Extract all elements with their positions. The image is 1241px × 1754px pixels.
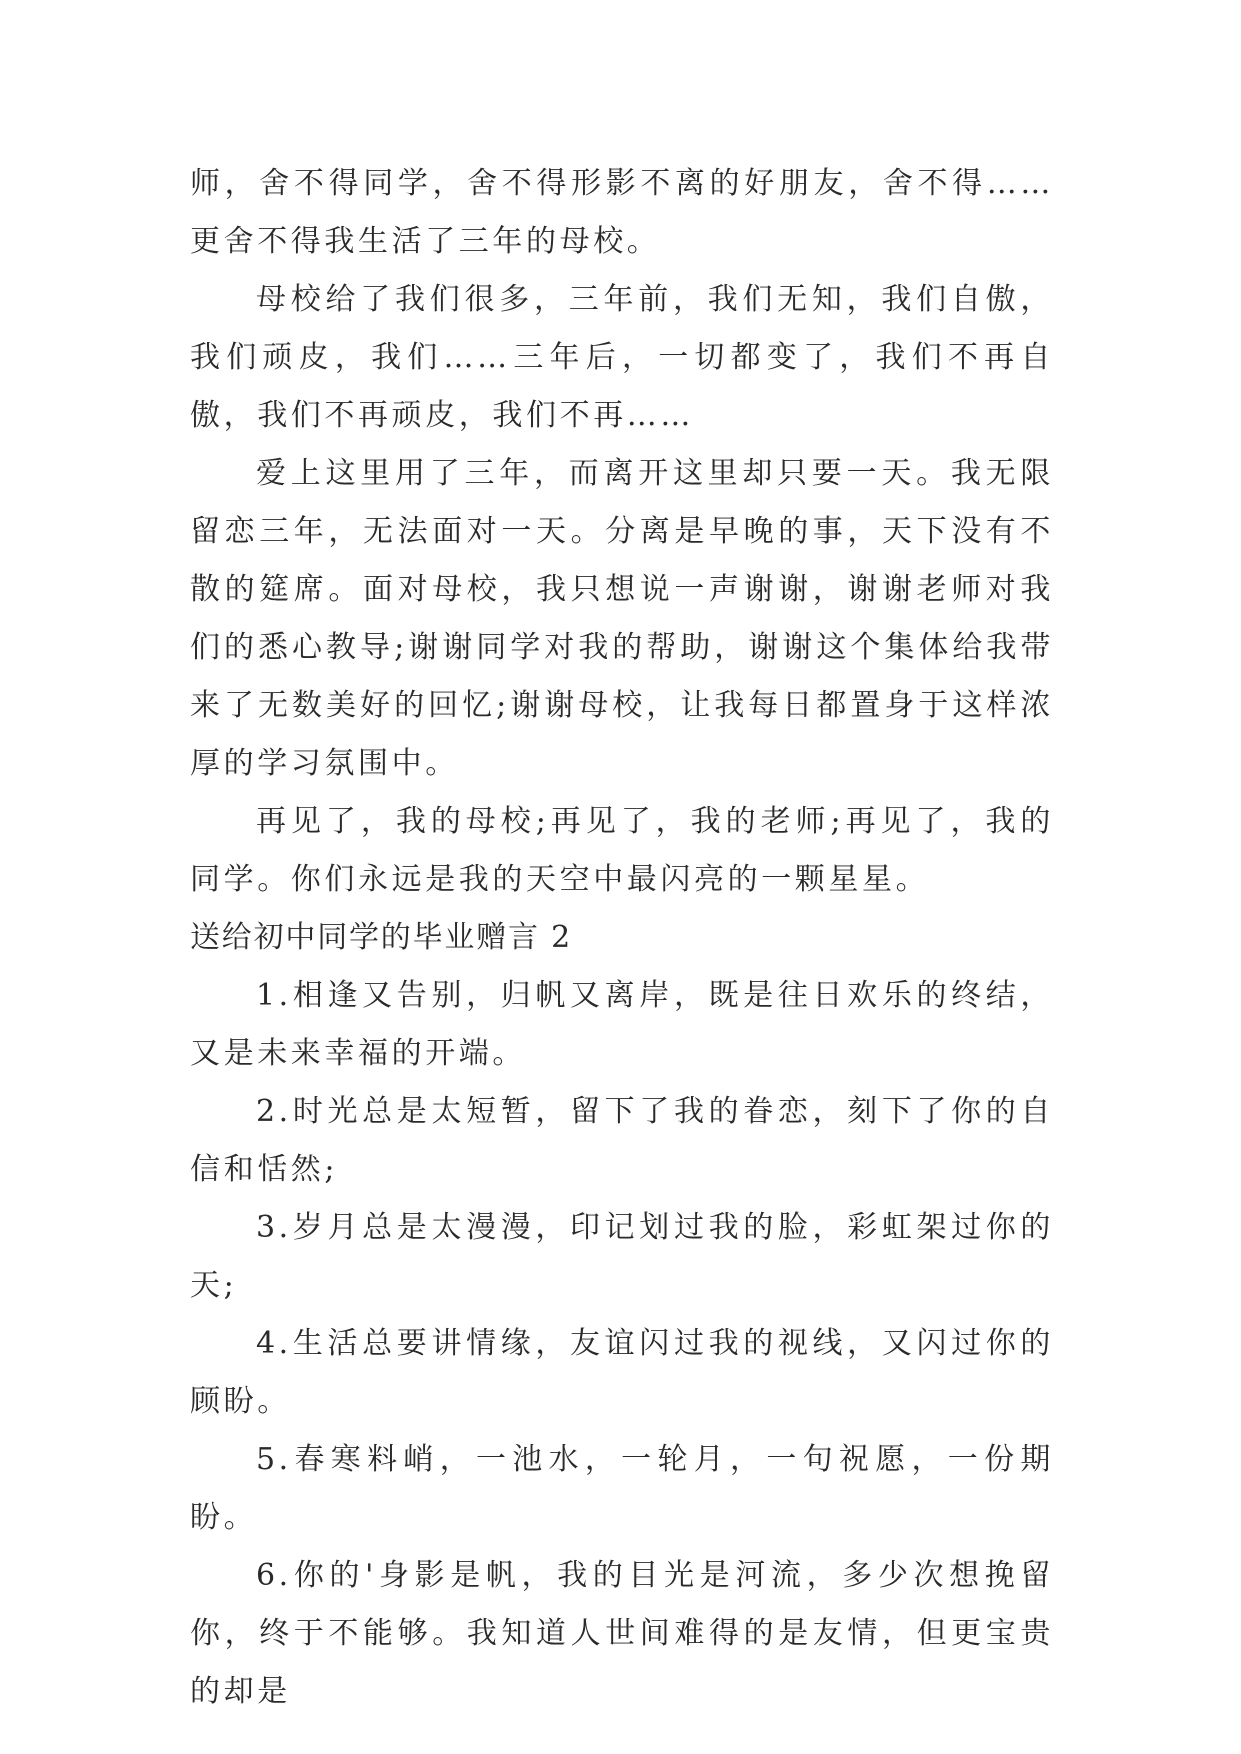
paragraph: 爱上这里用了三年，而离开这里却只要一天。我无限留恋三年，无法面对一天。分离是早晚的事，天下没有不散的筵席。面对母校，我只想说一声谢谢，谢谢老师对我们的悉心教导;谢谢同学对我的帮助，谢谢这个集体给我带来了无数美好的回忆;谢谢母校，让我每日都置身于这样浓厚的学习氛围中。 xyxy=(190,456,1054,781)
section-heading: 送给初中同学的毕业赠言 2 xyxy=(190,920,573,955)
paragraph: 母校给了我们很多，三年前，我们无知，我们自傲，我们顽皮，我们……三年后，一切都变了，我们不再自傲，我们不再顽皮，我们不再…… xyxy=(190,282,1054,433)
paragraph: 师，舍不得同学，舍不得形影不离的好朋友，舍不得……更舍不得我生活了三年的母校。 xyxy=(190,166,1054,259)
list-item: 5.春寒料峭，一池水，一轮月，一句祝愿，一份期盼。 xyxy=(190,1442,1054,1535)
paragraph: 再见了，我的母校;再见了，我的老师;再见了，我的同学。你们永远是我的天空中最闪亮的一颗星星。 xyxy=(190,804,1054,897)
list-item: 6.你的'身影是帆，我的目光是河流，多少次想挽留你，终于不能够。我知道人世间难得的是友情，但更宝贵的却是 xyxy=(190,1558,1054,1709)
list-item: 3.岁月总是太漫漫，印记划过我的脸，彩虹架过你的天; xyxy=(190,1210,1054,1303)
document-page xyxy=(190,155,1054,1721)
list-item: 4.生活总要讲情缘，友谊闪过我的视线，又闪过你的顾盼。 xyxy=(190,1326,1054,1419)
list-item: 2.时光总是太短暂，留下了我的眷恋，刻下了你的自信和恬然; xyxy=(190,1094,1054,1187)
list-item: 1.相逢又告别，归帆又离岸，既是往日欢乐的终结，又是未来幸福的开端。 xyxy=(190,978,1054,1071)
